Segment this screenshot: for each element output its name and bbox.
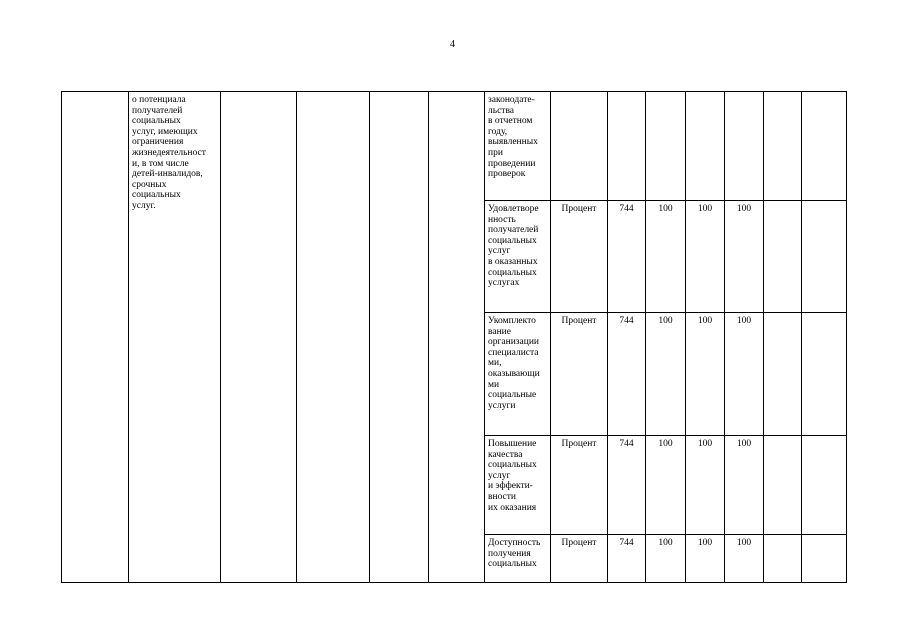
cell-value-3: 100: [725, 201, 764, 313]
cell-empty-6: [802, 201, 847, 313]
cell-empty-2: [297, 92, 370, 583]
table-row: [62, 92, 847, 201]
cell-value-2: 100: [686, 201, 725, 313]
cell-empty-6: [802, 436, 847, 535]
indicators-table: [61, 91, 847, 583]
cell-empty-5: [764, 92, 802, 201]
cell-indicator: [485, 201, 551, 313]
cell-service-description: [129, 92, 221, 583]
cell-code: 744: [608, 535, 646, 583]
cell-empty-5: [764, 313, 802, 436]
cell-empty-4: [429, 92, 485, 583]
cell-value-3: 100: [725, 436, 764, 535]
cell-empty-5: [764, 535, 802, 583]
cell-empty-6: [802, 313, 847, 436]
cell-value-3: [725, 92, 764, 201]
cell-value-1: 100: [646, 436, 686, 535]
cell-indicator: [485, 535, 551, 583]
cell-value-1: 100: [646, 201, 686, 313]
cell-unit: Процент: [551, 535, 608, 583]
cell-unit: Процент: [551, 313, 608, 436]
cell-value-2: [686, 92, 725, 201]
cell-empty-1: [221, 92, 297, 583]
cell-value-3: 100: [725, 535, 764, 583]
cell-empty-6: [802, 92, 847, 201]
cell-code: 744: [608, 313, 646, 436]
indicator-text: Доступность получения социальных: [488, 538, 541, 570]
cell-empty-5: [764, 201, 802, 313]
cell-code: [608, 92, 646, 201]
cell-empty-6: [802, 535, 847, 583]
cell-value-1: 100: [646, 535, 686, 583]
cell-code: 744: [608, 201, 646, 313]
cell-number: [62, 92, 129, 583]
cell-value-2: 100: [686, 535, 725, 583]
cell-value-2: 100: [686, 436, 725, 535]
indicator-text: Удовлетворе нность получателей социальных услуг в оказанных социальных услугах: [488, 204, 539, 289]
cell-indicator: [485, 92, 551, 201]
cell-value-1: 100: [646, 313, 686, 436]
cell-indicator: [485, 436, 551, 535]
cell-empty-5: [764, 436, 802, 535]
indicator-text: законодате- льства в отчетном году, выявленных при проведении проверок: [488, 95, 538, 180]
cell-unit: [551, 92, 608, 201]
cell-empty-3: [370, 92, 429, 583]
indicator-text: Укомплекто вание организации специалиста ми, оказывающи ми социальные услуги: [488, 316, 540, 411]
cell-value-1: [646, 92, 686, 201]
indicator-text: Повышение качества социальных услуг и эффекти- вности их оказания: [488, 439, 537, 513]
cell-value-2: 100: [686, 313, 725, 436]
cell-unit: Процент: [551, 436, 608, 535]
page-number: 4: [450, 39, 455, 50]
service-description-text: о потенциала получателей социальных услуг, имеющих ограничения жизнедеятельност и, в том числе детей-инвалидов, срочных социальных услуг.: [132, 95, 206, 211]
cell-value-3: 100: [725, 313, 764, 436]
cell-indicator: [485, 313, 551, 436]
cell-code: 744: [608, 436, 646, 535]
cell-unit: Процент: [551, 201, 608, 313]
